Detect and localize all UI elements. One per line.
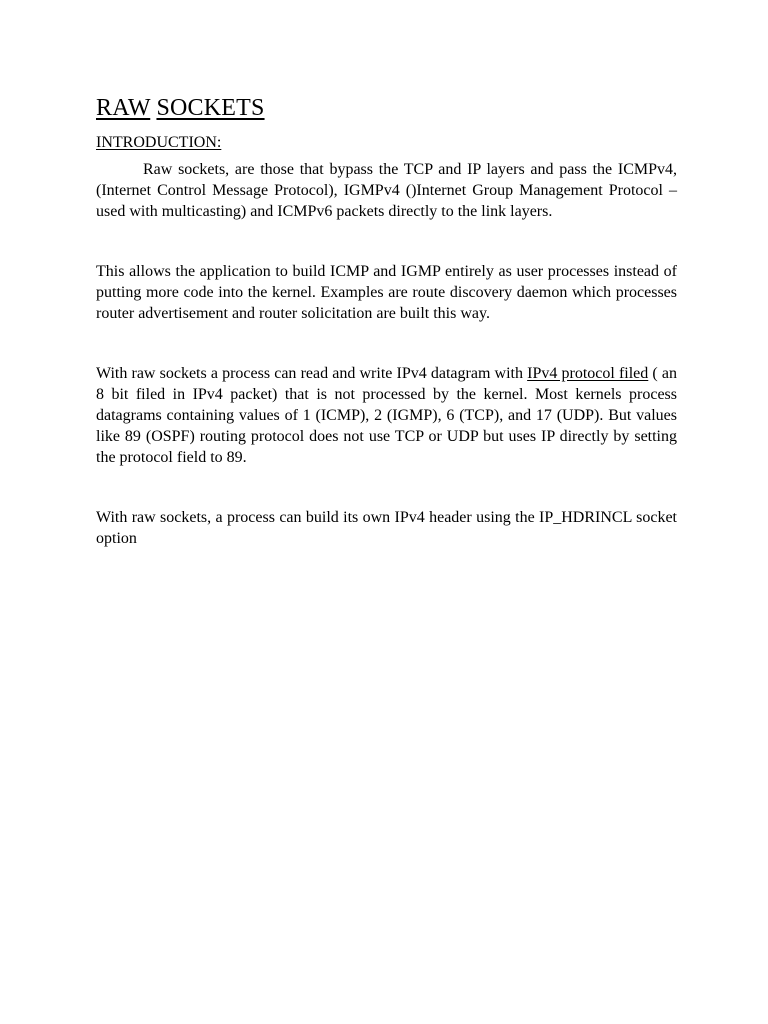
page-title [96, 92, 677, 124]
section-heading-introduction: INTRODUCTION: [96, 134, 222, 151]
title-word-sockets: SOCKETS [156, 95, 265, 121]
paragraph-protocol-field-rest: ( an 8 bit filed in IPv4 packet) that is not processed by the kernel. Most kernels process datagrams containing values of 1 (ICMP), 2 (IGMP), 6 (TCP), and 17 (UDP). But values like 89 (OSPF) routing protocol does not use TCP or UDP but uses IP directly by setting the protocol field to 89. [96, 365, 677, 466]
paragraph-ip-hdrincl: With raw sockets, a process can build its own IPv4 header using the IP_HDRINCL socket option [96, 509, 677, 547]
paragraph-raw-sockets-definition: Raw sockets, are those that bypass the TCP and IP layers and pass the ICMPv4, (Internet Control Message Protocol), IGMPv4 ()Internet Group Management Protocol – used with multicasting) and ICMPv6 packets directly to the link layers. [96, 161, 677, 220]
paragraph-protocol-field-intro: With raw sockets a process can read and write IPv4 datagram with [96, 365, 528, 382]
paragraph-protocol-field [96, 363, 677, 468]
paragraph-user-processes: This allows the application to build ICMP and IGMP entirely as user processes instead of putting more code into the kernel. Examples are route discovery daemon which processes router advertisement and router solicitation are built this way. [96, 263, 677, 322]
document-page [96, 92, 677, 549]
title-word-raw: RAW [96, 95, 151, 121]
underlined-term-ipv4-protocol-filed: IPv4 protocol filed [527, 365, 649, 382]
